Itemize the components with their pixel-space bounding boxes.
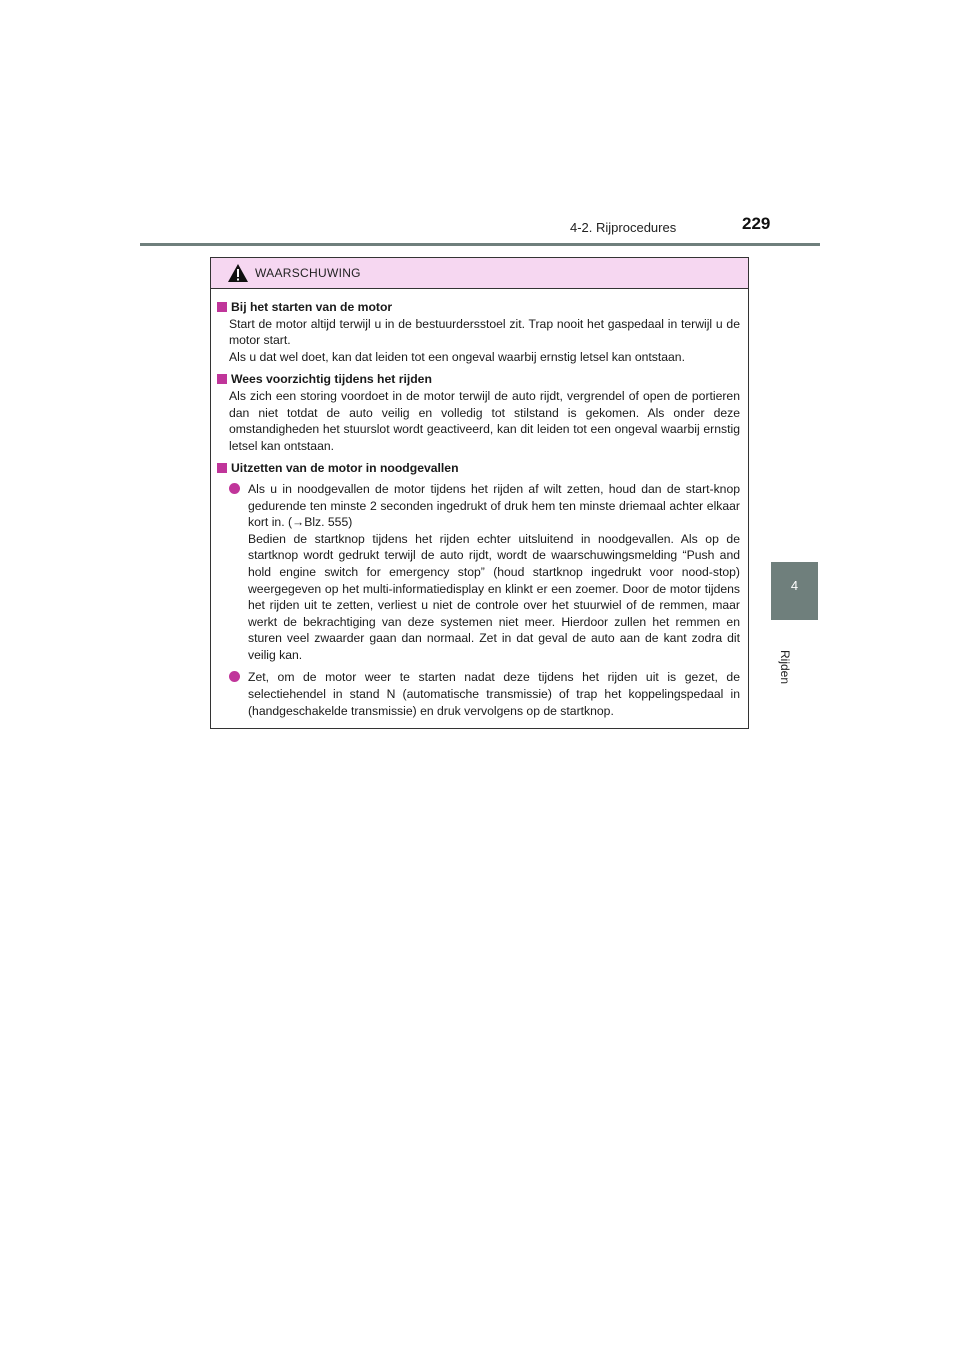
section-careful-driving: [217, 371, 740, 454]
section-title: Bij het starten van de motor: [231, 300, 393, 314]
warning-title: WAARSCHUWING: [255, 266, 361, 280]
page-number: 229: [742, 214, 771, 233]
chapter-tab-number: 4: [790, 578, 799, 593]
section-title: Wees voorzichtig tijdens het rijden: [231, 372, 432, 387]
section-emergency-shutdown: [217, 460, 740, 719]
chapter-tab[interactable]: [771, 562, 818, 620]
paragraph: Als u dat wel doet, kan dat leiden tot een ongeval waarbij ernstig letsel kan ontstaan.: [229, 349, 685, 364]
square-bullet-icon: [217, 302, 227, 312]
section-starting-engine: [217, 299, 740, 365]
bullet-paragraph: Als u in noodgevallen de motor tijdens het rijden af wilt zetten, houd dan de start-knop gedurende ten minste 2 seconden ingedrukt of druk hem ten minste driemaal achter elkaar kort in. (→Blz. 555): [248, 481, 740, 530]
paragraph: Als zich een storing voordoet in de motor terwijl de auto rijdt, vergrendel of open de portieren dan niet totdat de auto veilig en volledig tot stilstand is gekomen. Als onder deze omstandigheden het stuurslot wordt geactiveerd, kan dit leiden tot een ongeval waarbij ernstig letsel kan ontstaan.: [229, 388, 740, 453]
warning-triangle-icon: [227, 263, 249, 283]
round-bullet-icon: [229, 671, 240, 682]
round-bullet-icon: [229, 483, 240, 494]
list-item: [229, 481, 740, 664]
header-section-title: 4-2. Rijprocedures: [570, 220, 677, 235]
square-bullet-icon: [217, 374, 227, 384]
square-bullet-icon: [217, 463, 227, 473]
warning-body: [211, 289, 748, 719]
warning-header: [211, 258, 748, 289]
bullet-paragraph: Zet, om de motor weer te starten nadat deze tijdens het rijden uit is gezet, de selectiehendel in stand N (automatische transmissie) of trap het koppelingspedaal in (handgeschakelde transmissie) en druk vervolgens op de startknop.: [248, 670, 740, 718]
header-rule: [140, 243, 820, 246]
paragraph: Start de motor altijd terwijl u in de bestuurdersstoel zit. Trap nooit het gaspedaal in terwijl u de motor start.: [229, 316, 740, 348]
section-title: Uitzetten van de motor in noodgevallen: [231, 461, 459, 476]
chapter-tab-label: Rijden: [778, 650, 792, 685]
bullet-paragraph: Bedien de startknop tijdens het rijden echter uitsluitend in noodgevallen. Als op de startknop wordt gedrukt terwijl de auto rijdt, wordt de waarschuwingsmelding “Push and hold engine switch for emergency stop” (houd startknop ingedrukt voor nood-stop) weergegeven op het multi-informatiedisplay en klinkt er een zoemer. Door de motor tijdens het rijden uit te zetten, verliest u niet de controle over het stuurwiel of de remmen, maar werkt de bekrachtiging van deze systemen niet meer. Hierdoor zullen het remmen en sturen veel zwaarder gaan dan normaal. Zet in dat geval de auto aan de kant zodra dit veilig kan.: [248, 531, 740, 662]
list-item: [229, 669, 740, 719]
warning-box: [210, 257, 749, 729]
